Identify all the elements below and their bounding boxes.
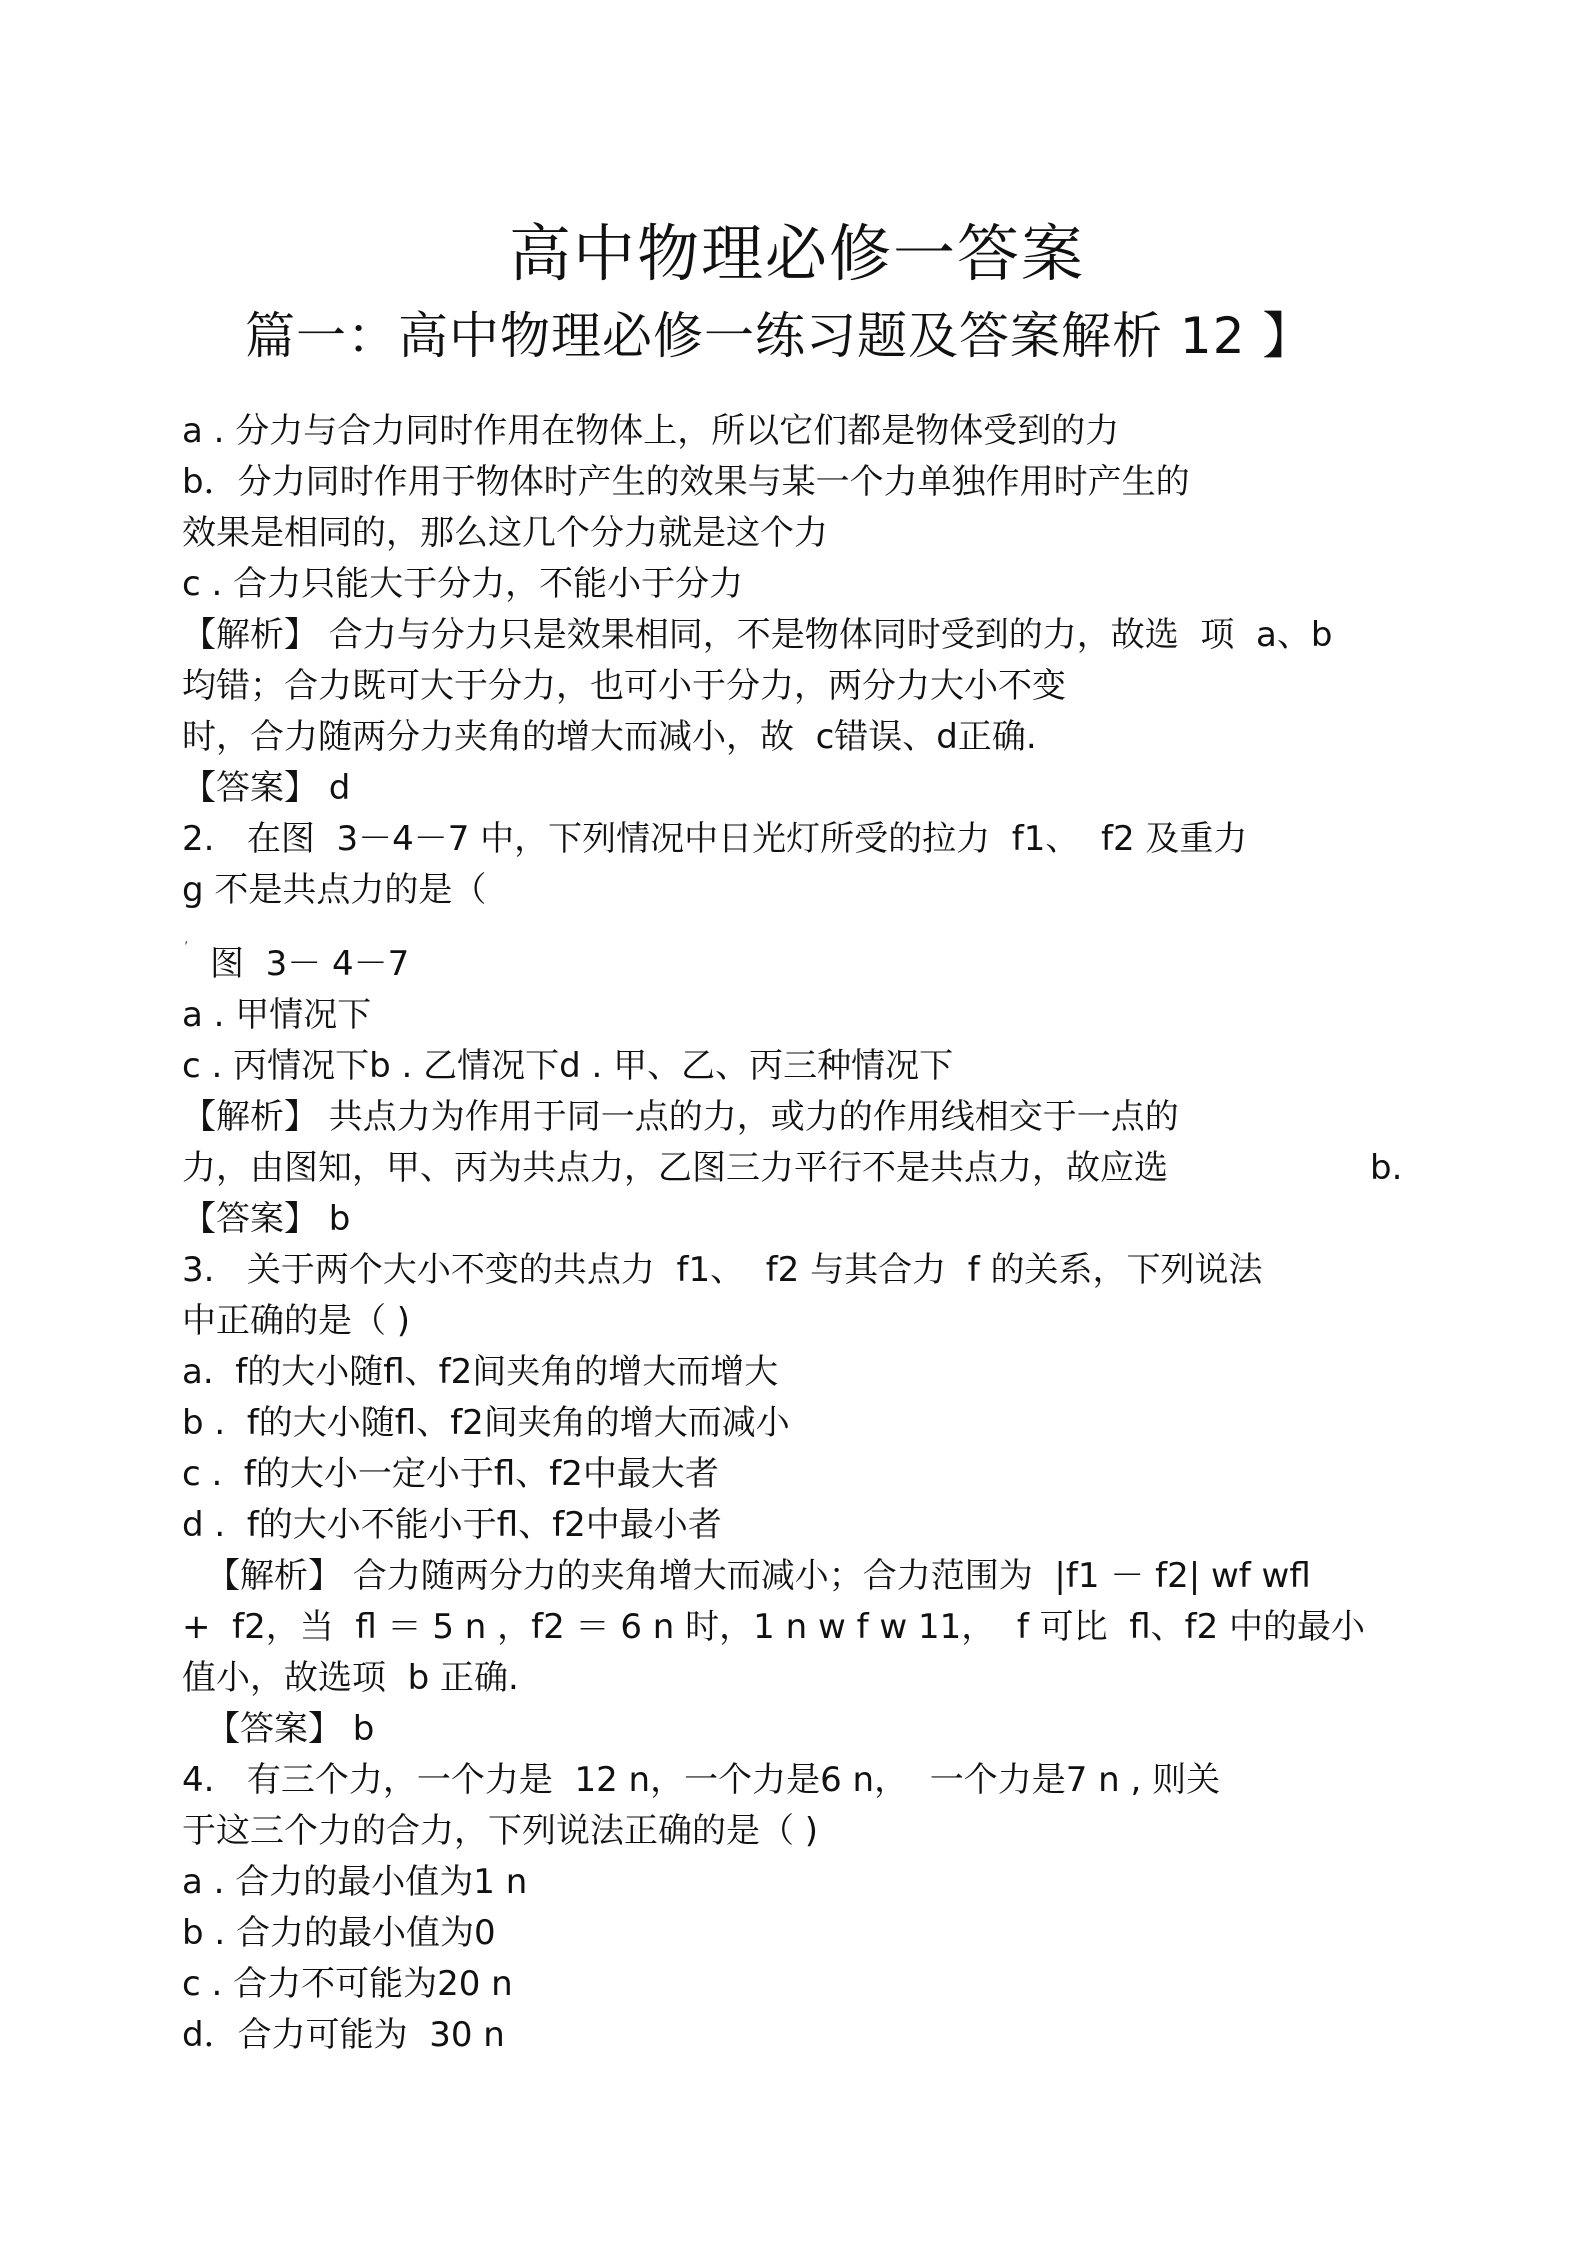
text-line: 值小，故选项 b 正确. bbox=[182, 1658, 519, 1698]
text-line: g 不是共点力的是（ bbox=[182, 870, 487, 910]
option-line: d．合力可能为 30 n bbox=[182, 2015, 505, 2055]
analysis-line: 【解析】 共点力为作用于同一点的力，或力的作用线相交于一点的 bbox=[182, 1097, 1179, 1137]
stray-mark: ‚ bbox=[184, 931, 189, 947]
answer-line: 【答案】 d bbox=[182, 768, 351, 808]
text-line: 时，合力随两分力夹角的增大而减小，故 c错误、d正确. bbox=[182, 717, 1037, 757]
analysis-line: 【解析】 合力与分力只是效果相同，不是物体同时受到的力，故选 项 a、b bbox=[182, 615, 1333, 655]
option-line: a. f的大小随fl、f2间夹角的增大而增大 bbox=[182, 1352, 779, 1392]
question-line: 3. 关于两个大小不变的共点力 f1、 f2 与其合力 f 的关系，下列说法 bbox=[182, 1250, 1263, 1290]
text-line: 均错；合力既可大于分力，也可小于分力，两分力大小不变 bbox=[182, 666, 1066, 706]
text-line: b．分力同时作用于物体时产生的效果与某一个力单独作用时产生的 bbox=[182, 462, 1190, 502]
analysis-line: 【解析】 合力随两分力的夹角增大而减小；合力范围为 |f1 － f2| wf wfl bbox=[206, 1556, 1311, 1596]
text-line-tail: b. bbox=[1370, 1148, 1403, 1188]
answer-line: 【答案】 b bbox=[206, 1709, 375, 1749]
option-line: d . f的大小不能小于fl、f2中最小者 bbox=[182, 1505, 722, 1545]
option-line: c . 合力不可能为20 n bbox=[182, 1964, 513, 2004]
text-line: 效果是相同的，那么这几个分力就是这个力 bbox=[182, 513, 828, 553]
text-line: + f2，当 fl ＝ 5 n ，f2 ＝ 6 n 时，1 n w f w 11， f 可比 fl、f2 中的最小 bbox=[182, 1607, 1366, 1647]
document-title: 高中物理必修一答案 bbox=[508, 217, 1085, 290]
option-line: a . 甲情况下 bbox=[182, 995, 372, 1035]
text-line: c . 合力只能大于分力，不能小于分力 bbox=[182, 564, 744, 604]
question-line: 2. 在图 3－4－7 中，下列情况中日光灯所受的拉力 f1、 f2 及重力 bbox=[182, 819, 1248, 859]
option-line: c . 丙情况下b . 乙情况下d . 甲、乙、丙三种情况下 bbox=[182, 1046, 954, 1086]
text-line: a . 分力与合力同时作用在物体上，所以它们都是物体受到的力 bbox=[182, 411, 1120, 451]
option-line: a . 合力的最小值为1 n bbox=[182, 1862, 528, 1902]
text-line: 于这三个力的合力，下列说法正确的是（ ) bbox=[182, 1811, 819, 1851]
option-line: b . 合力的最小值为0 bbox=[182, 1913, 496, 1953]
text-line: 中正确的是（ ) bbox=[182, 1301, 411, 1341]
question-line: 4. 有三个力，一个力是 12 n，一个力是6 n， 一个力是7 n , 则关 bbox=[182, 1760, 1221, 1800]
option-line: c . f的大小一定小于fl、f2中最大者 bbox=[182, 1454, 719, 1494]
document-subtitle: 篇一：高中物理必修一练习题及答案解析 12 】 bbox=[245, 307, 1314, 365]
option-line: b . f的大小随fl、f2间夹角的增大而减小 bbox=[182, 1403, 790, 1443]
text-line: 力，由图知，甲、丙为共点力，乙图三力平行不是共点力，故应选 bbox=[182, 1148, 1168, 1188]
figure-caption: 图 3－ 4－7 bbox=[210, 944, 410, 984]
answer-line: 【答案】 b bbox=[182, 1199, 351, 1239]
